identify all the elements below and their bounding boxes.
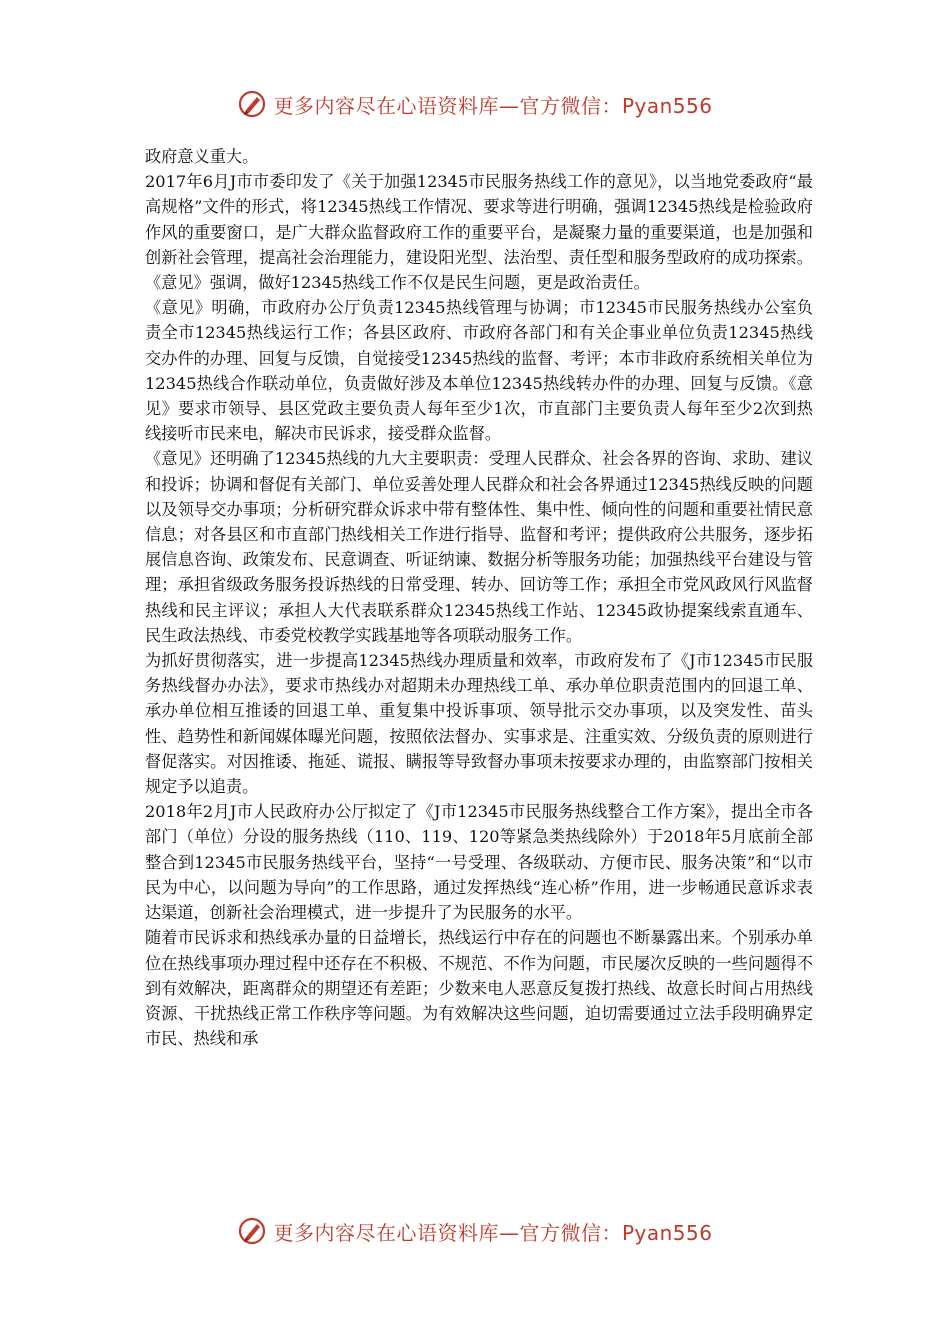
paragraph: 《意见》明确，市政府办公厅负责12345热线管理与协调；市12345市民服务热线办公室负责全市12345热线运行工作；各县区政府、市政府各部门和有关企事业单位负责12345热线交办件的办理、回复与反馈，自觉接受12345热线的监督、考评；本市非政府系统相关单位为12345热线合作联动单位，负责做好涉及本单位12345热线转办件的办理、回复与反馈。《意见》要求市领导、县区党政主要负责人每年至少1次，市直部门主要负责人每年至少2次到热线接听市民来电，解决市民诉求，接受群众监督。 [145, 298, 813, 444]
header-banner [0, 82, 950, 126]
paragraph: 2017年6月J市市委印发了《关于加强12345市民服务热线工作的意见》，以当地党委政府“最高规格”文件的形式，将12345热线工作情况、要求等进行明确，强调12345热线是检验政府作风的重要窗口，是广大群众监督政府工作的重要平台，是凝聚力量的重要渠道，也是加强和创新社会管理，提高社会治理能力，建设阳光型、法治型、责任型和服务型政府的成功探索。《意见》强调，做好12345热线工作不仅是民生问题，更是政治责任。 [145, 172, 813, 293]
paragraph: 政府意义重大。 [145, 147, 259, 166]
footer-banner [0, 1209, 950, 1253]
paragraph: 2018年2月J市人民政府办公厅拟定了《J市12345市民服务热线整合工作方案》，提出全市各部门（单位）分设的服务热线（110、119、120等紧急类热线除外）于2018年5月底前全部整合到12345市民服务热线平台，坚持“一号受理、各级联动、方便市民、服务决策”和“以市民为中心，以问题为导向”的工作思路，通过发挥热线“连心桥”作用，进一步畅通民意诉求表达渠道，创新社会治理模式，进一步提升了为民服务的水平。 [145, 802, 813, 923]
paragraph: 随着市民诉求和热线承办量的日益增长，热线运行中存在的问题也不断暴露出来。个别承办单位在热线事项办理过程中还存在不积极、不规范、不作为问题，市民屡次反映的一些问题得不到有效解决，距离群众的期望还有差距；少数来电人恶意反复拨打热线、故意长时间占用热线资源、干扰热线正常工作秩序等问题。为有效解决这些问题，迫切需要通过立法手段明确界定市民、热线和承 [145, 928, 813, 1049]
header-banner-text: 更多内容尽在心语资料库—官方微信：Pyan556 [273, 93, 713, 118]
footer-banner-text: 更多内容尽在心语资料库—官方微信：Pyan556 [273, 1220, 713, 1245]
document-body [145, 144, 813, 1051]
paragraph: 《意见》还明确了12345热线的九大主要职责：受理人民群众、社会各界的咨询、求助、建议和投诉；协调和督促有关部门、单位妥善处理人民群众和社会各界通过12345热线反映的问题以及领导交办事项；分析研究群众诉求中带有整体性、集中性、倾向性的问题和重要社情民意信息；对各县区和市直部门热线相关工作进行指导、监督和考评；提供政府公共服务，逐步拓展信息咨询、政策发布、民意调查、听证纳谏、数据分析等服务功能；加强热线平台建设与管理；承担省级政务服务投诉热线的日常受理、转办、回访等工作；承担全市党风政风行风监督热线和民主评议；承担人大代表联系群众12345热线工作站、12345政协提案线索直通车、民生政法热线、市委党校教学实践基地等各项联动服务工作。 [145, 449, 813, 645]
pen-logo-icon [237, 89, 267, 119]
pen-logo-icon [237, 1216, 267, 1246]
paragraph: 为抓好贯彻落实，进一步提高12345热线办理质量和效率，市政府发布了《J市12345市民服务热线督办办法》，要求市热线办对超期未办理热线工单、承办单位职责范围内的回退工单、承办单位相互推诿的回退工单、重复集中投诉事项、领导批示交办事项，以及突发性、苗头性、趋势性和新闻媒体曝光问题，按照依法督办、实事求是、注重实效、分级负责的原则进行督促落实。对因推诿、拖延、谎报、瞒报等导致督办事项未按要求办理的，由监察部门按相关规定予以追责。 [145, 651, 813, 797]
